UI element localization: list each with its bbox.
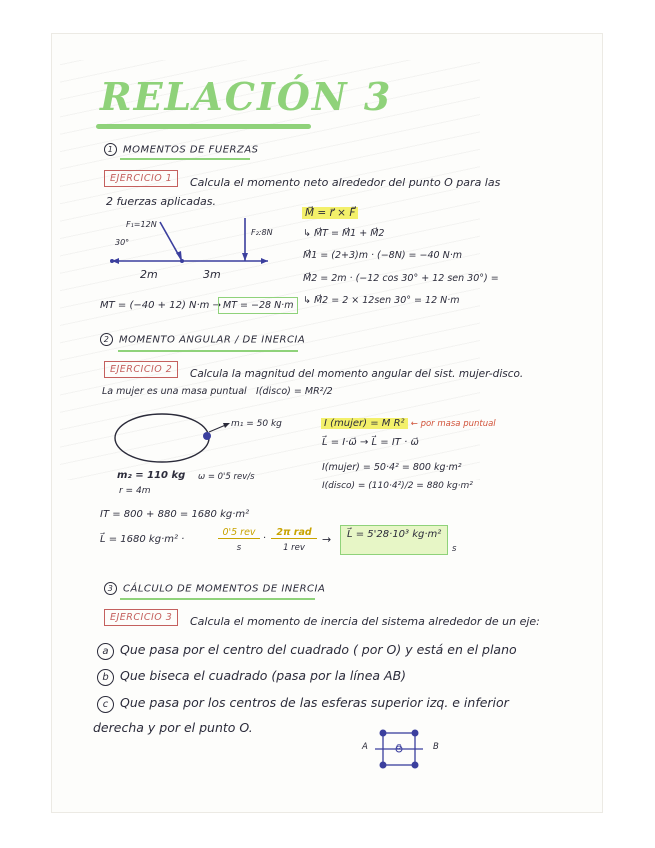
moment-formula — [302, 207, 358, 219]
section-3-label: CÁLCULO DE MOMENTOS DE INERCIA — [123, 583, 326, 595]
fraction-1-denominator: s — [236, 543, 242, 553]
angular-momentum-formula: L⃗ = I·ω⃗ → L⃗ = IT · ω⃗ — [322, 437, 419, 448]
force-1-label: F₁=12N — [126, 220, 157, 229]
calc-line-2: M⃗1 = (2+3)m · (−8N) = −40 N·m — [303, 250, 462, 261]
moment-formula-text: M⃗ = r⃗ × F⃗ — [302, 207, 358, 219]
option-c-marker: c — [97, 696, 114, 713]
total-inertia: IT = 800 + 880 = 1680 kg·m² — [100, 509, 250, 520]
net-moment-result: MT = −28 N·m — [218, 297, 298, 314]
disk-inertia-formula: I(disco) = MR²/2 — [256, 386, 333, 397]
label-b: B — [433, 742, 439, 752]
page-title: RELACIÓN 3 — [100, 74, 393, 119]
woman-inertia-value: I(mujer) = 50·4² = 800 kg·m² — [322, 462, 462, 473]
exercise-1-prompt-2: 2 fuerzas aplicadas. — [106, 195, 216, 208]
section-3-underline — [120, 598, 315, 600]
angular-velocity-label: ω = 0'5 rev/s — [198, 472, 255, 482]
distance-2-label: 3m — [203, 268, 221, 281]
exercise-3-box: EJERCICIO 3 — [104, 609, 178, 626]
section-number-badge: 1 — [104, 143, 117, 156]
exercise-3-prompt: Calcula el momento de inercia del sistema alrededor de un eje: — [190, 615, 540, 628]
woman-inertia-formula: I (mujer) = M R² — [321, 418, 408, 429]
angle-label: 30° — [115, 238, 130, 247]
point-mass-note: ← por masa puntual — [410, 419, 496, 429]
calc-line-1: ↳ M⃗T = M⃗1 + M⃗2 — [303, 228, 385, 239]
exercise-2-note: La mujer es una masa puntual — [102, 386, 247, 397]
disk-inertia-value: I(disco) = (110·4²)/2 = 880 kg·m² — [322, 481, 473, 491]
option-c-continuation: derecha y por el punto O. — [93, 720, 253, 735]
option-a — [97, 642, 517, 660]
angular-momentum-calc: L⃗ = 1680 kg·m² · — [100, 534, 185, 545]
mass-1-label: m₁ = 50 kg — [231, 419, 282, 429]
distance-1-label: 2m — [140, 268, 158, 281]
result-denominator: s — [452, 544, 457, 554]
option-c-text: Que pasa por los centros de las esferas superior izq. e inferior — [120, 695, 509, 710]
option-b-marker: b — [97, 669, 114, 686]
calc-line-4: ↳ M⃗2 = 2 × 12sen 30° = 12 N·m — [303, 295, 460, 306]
exercise-2-box: EJERCICIO 2 — [104, 361, 178, 378]
fraction-2-numerator: 2π rad — [271, 527, 317, 539]
section-number-badge: 2 — [100, 333, 113, 346]
section-2-heading — [100, 333, 305, 346]
option-c — [97, 695, 509, 713]
label-a: A — [362, 742, 368, 752]
option-b-text: Que biseca el cuadrado (pasa por la línea AB) — [120, 668, 407, 683]
exercise-1-box: EJERCICIO 1 — [104, 170, 178, 187]
option-a-marker: a — [97, 643, 114, 660]
label-o: O — [396, 743, 402, 751]
woman-inertia — [321, 418, 496, 429]
net-moment-calc: MT = (−40 + 12) N·m → — [100, 300, 221, 311]
radius-label: r = 4m — [119, 486, 151, 496]
section-1-label: MOMENTOS DE FUERZAS — [123, 144, 259, 156]
exercise-1-prompt: Calcula el momento neto alrededor del punto O para las — [190, 176, 501, 189]
section-3-heading — [104, 582, 325, 595]
section-number-badge: 3 — [104, 582, 117, 595]
fraction-1-numerator: 0'5 rev — [218, 527, 260, 539]
mass-2-label: m₂ = 110 kg — [117, 470, 186, 481]
section-2-label: MOMENTO ANGULAR / DE INERCIA — [119, 334, 306, 346]
fraction-2-denominator: 1 rev — [283, 543, 305, 553]
option-b — [97, 668, 406, 686]
exercise-2-prompt: Calcula la magnitud del momento angular del sist. mujer-disco. — [190, 368, 524, 380]
arrow: → — [322, 533, 332, 546]
section-2-underline — [118, 350, 298, 352]
angular-momentum-result: L⃗ = 5'28·10³ kg·m² — [340, 525, 448, 555]
calc-line-3: M⃗2 = 2m · (−12 cos 30° + 12 sen 30°) = — [303, 273, 499, 284]
option-a-text: Que pasa por el centro del cuadrado ( por O) y está en el plano — [120, 642, 517, 657]
multiply-dot: · — [263, 533, 267, 544]
force-2-label: F₂:8N — [251, 228, 273, 237]
